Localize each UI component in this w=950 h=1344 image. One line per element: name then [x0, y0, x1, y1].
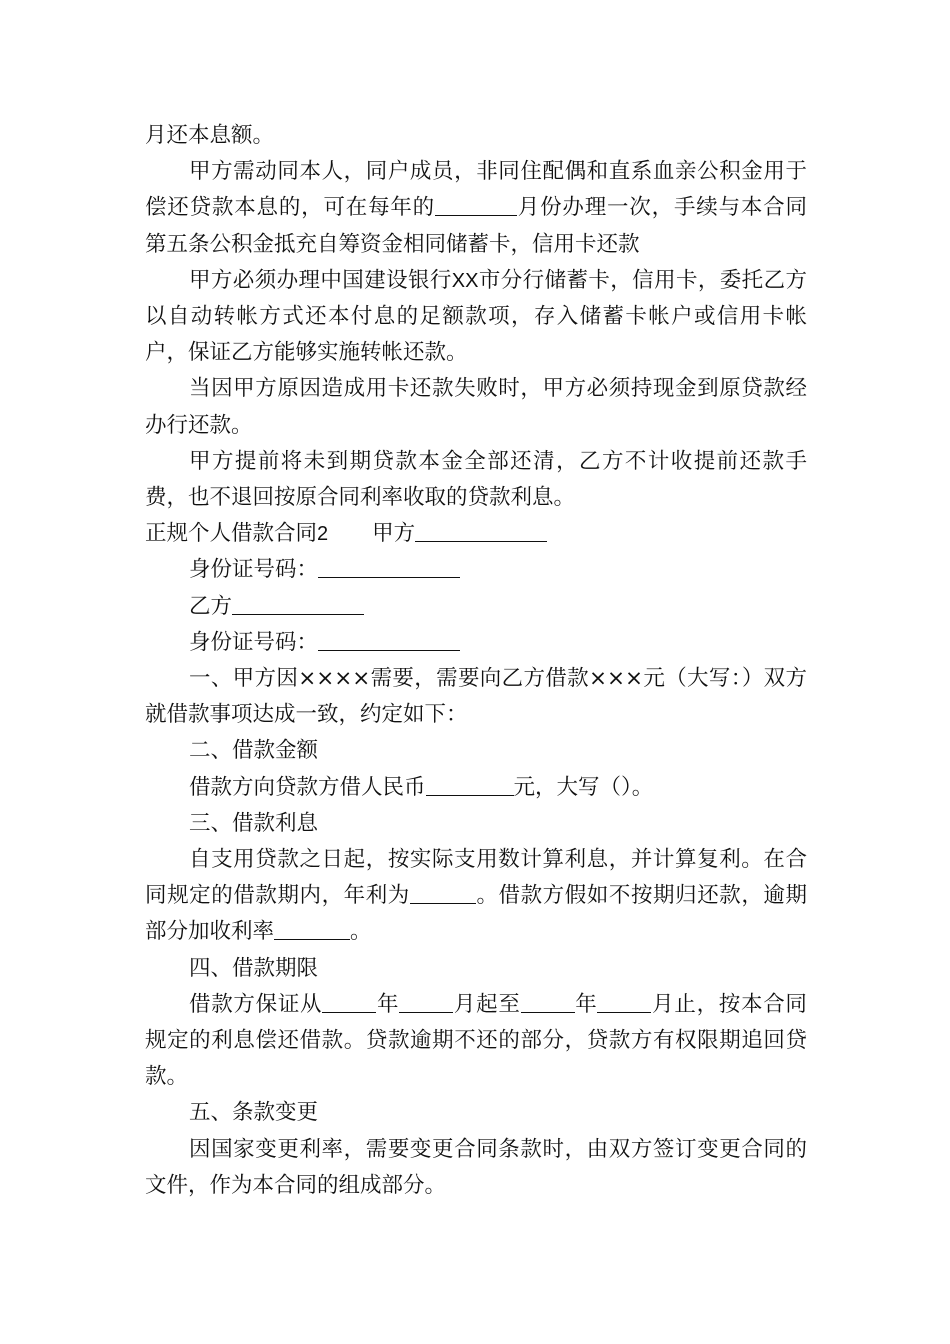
- section-heading: 五、条款变更: [189, 1100, 319, 1126]
- text: 一、甲方因××××需要，需要向乙方借款×××元（大写：）双方就借款事项达成一致，约定如下：: [145, 666, 807, 728]
- clause-5: [145, 1132, 807, 1204]
- section-heading: 二、借款金额: [189, 738, 319, 764]
- blank-party-b-field: [232, 594, 364, 615]
- text: 。: [350, 919, 372, 945]
- heading-amendment: [145, 1095, 807, 1131]
- text: XX: [451, 269, 479, 292]
- text: 月份办理一次，手续与本合同第五条公积金抵充自筹资金相同储蓄卡，信用卡还款: [145, 195, 807, 257]
- text: 市分行储蓄卡，信用卡，委托乙方以自动转帐方式还本付息的足额款项，存入储蓄卡帐户或信用卡帐户，保证乙方能够实施转帐还款。: [145, 267, 807, 366]
- text: 月还本息额。: [145, 123, 275, 148]
- text: 月起至: [453, 991, 521, 1017]
- heading-term: [145, 951, 807, 987]
- paragraph-early-repayment: [145, 444, 807, 516]
- document-body: [145, 118, 807, 1204]
- blank-amount-field: [426, 775, 514, 796]
- section-heading: 三、借款利息: [189, 810, 319, 836]
- paragraph-card-failure: [145, 371, 807, 443]
- party-a-label: 甲方: [372, 521, 416, 547]
- text: 月止，按本合同规定的利息偿还借款。贷款逾期不还的部分，贷款方有权限期追回贷款。: [145, 991, 807, 1090]
- blank-end-year-field: [521, 992, 575, 1013]
- text: 借款方保证从: [189, 991, 323, 1017]
- id-b-label: 身份证号码：: [189, 629, 319, 655]
- blank-interest-rate-field: [410, 883, 476, 904]
- id-a-line: [145, 552, 807, 588]
- blank-id-a-field: [318, 557, 460, 578]
- contract-title-number: 2: [317, 523, 329, 546]
- contract-title-line: [145, 516, 807, 552]
- text: 年: [574, 991, 598, 1017]
- blank-overdue-rate-field: [274, 919, 350, 940]
- heading-loan-amount: [145, 733, 807, 769]
- heading-interest: [145, 806, 807, 842]
- text: 甲方提前将未到期贷款本金全部还清，乙方不计收提前还款手费，也不退回按原合同利率收取的贷款利息。: [145, 448, 807, 511]
- clause-3: [145, 842, 807, 951]
- paragraph-provident-fund: [145, 154, 807, 263]
- text: 自支用贷款之日起，按实际支用数计算利息，并计算复利。在合同规定的借款期内，年利为: [145, 847, 807, 909]
- blank-party-a-field: [415, 521, 547, 542]
- text: 借款方向贷款方借人民币: [189, 774, 426, 800]
- clause-2: [145, 770, 807, 806]
- blank-start-year-field: [322, 992, 376, 1013]
- paragraph-bank-card: [145, 263, 807, 372]
- section-heading: 四、借款期限: [189, 955, 319, 981]
- blank-month-field: [435, 195, 517, 216]
- text: 。借款方假如不按期归还款，逾期部分加收利率: [145, 883, 807, 945]
- text: 甲方必须办理中国建设银行: [189, 267, 452, 293]
- party-b-label: 乙方: [189, 593, 233, 619]
- party-b-line: [145, 589, 807, 625]
- paragraph-repayment-end: [145, 118, 807, 154]
- clause-4: [145, 987, 807, 1096]
- blank-start-month-field: [399, 992, 453, 1013]
- text: 元，大写（）。: [513, 774, 654, 800]
- id-b-line: [145, 625, 807, 661]
- blank-id-b-field: [318, 630, 460, 651]
- text: 年: [376, 991, 400, 1017]
- blank-end-month-field: [597, 992, 651, 1013]
- clause-1: [145, 661, 807, 733]
- text: 甲方需动同本人，同户成员，非同住配偶和直系血亲公积金用于偿还贷款本息的，可在每年的: [145, 159, 807, 221]
- text: 因国家变更利率，需要变更合同条款时，由双方签订变更合同的文件，作为本合同的组成部分。: [145, 1136, 807, 1198]
- text: 当因甲方原因造成用卡还款失败时，甲方必须持现金到原贷款经办行还款。: [145, 376, 807, 438]
- contract-title: 正规个人借款合同: [145, 521, 318, 547]
- id-a-label: 身份证号码：: [189, 557, 319, 583]
